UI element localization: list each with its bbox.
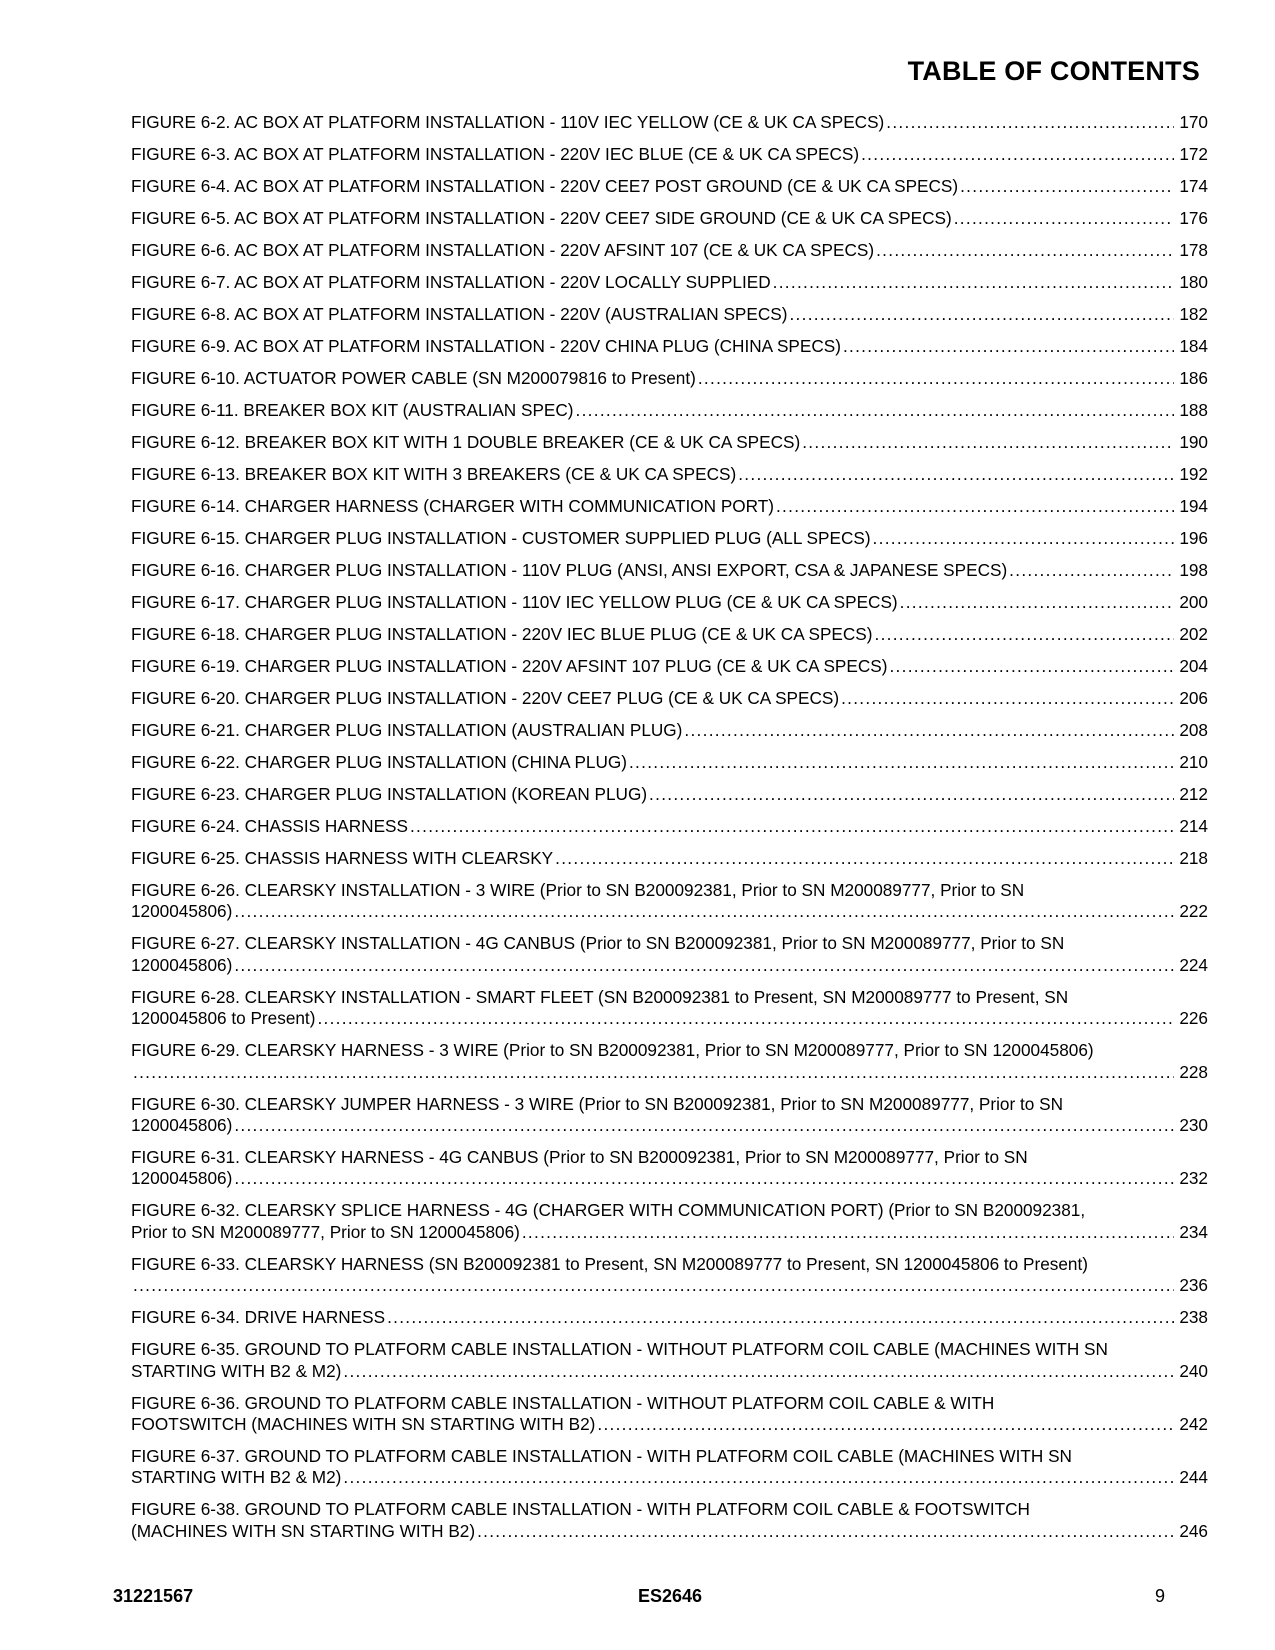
toc-entry[interactable]	[131, 464, 1208, 496]
dot-leader	[317, 1008, 1174, 1029]
toc-entry[interactable]	[131, 336, 1208, 368]
toc-entry-title-continued: STARTING WITH B2 & M2)	[131, 1360, 342, 1381]
toc-entry-title: FIGURE 6-12. BREAKER BOX KIT WITH 1 DOUBLE BREAKER (CE & UK CA SPECS)	[131, 432, 801, 452]
toc-entry[interactable]	[131, 1307, 1208, 1339]
toc-entry[interactable]	[131, 1147, 1208, 1200]
toc-page-number: 244	[1179, 1467, 1208, 1488]
toc-entry-title: FIGURE 6-38. GROUND TO PLATFORM CABLE INSTALLATION - WITH PLATFORM COIL CABLE & FOOTSWITCH	[131, 1499, 1030, 1520]
dot-leader	[886, 112, 1174, 133]
dot-leader	[698, 368, 1174, 389]
toc-page-number: 212	[1179, 784, 1208, 804]
toc-entry-title: FIGURE 6-2. AC BOX AT PLATFORM INSTALLATION - 110V IEC YELLOW (CE & UK CA SPECS)	[131, 112, 885, 132]
toc-entry[interactable]	[131, 304, 1208, 336]
toc-entry[interactable]	[131, 688, 1208, 720]
toc-entry-title: FIGURE 6-6. AC BOX AT PLATFORM INSTALLATION - 220V AFSINT 107 (CE & UK CA SPECS)	[131, 240, 875, 260]
footer-doc-number: 31221567	[113, 1586, 194, 1606]
toc-entry[interactable]	[131, 560, 1208, 592]
dot-leader	[234, 901, 1174, 922]
dot-leader	[477, 1521, 1174, 1542]
dot-leader	[387, 1307, 1174, 1328]
dot-leader	[1009, 560, 1174, 581]
dot-leader	[954, 208, 1175, 229]
toc-entry-title: FIGURE 6-7. AC BOX AT PLATFORM INSTALLATION - 220V LOCALLY SUPPLIED	[131, 272, 771, 292]
toc-entry-title-continued: 1200045806 to Present)	[131, 1008, 316, 1029]
dot-leader	[841, 688, 1174, 709]
toc-page-number: 204	[1179, 656, 1208, 676]
toc-page-number: 222	[1179, 901, 1208, 922]
dot-leader	[133, 1062, 1174, 1083]
toc-entry-title: FIGURE 6-16. CHARGER PLUG INSTALLATION - 110V PLUG (ANSI, ANSI EXPORT, CSA & JAPANESE SPECS)	[131, 560, 1008, 580]
toc-entry[interactable]	[131, 1446, 1208, 1499]
dot-leader	[133, 1275, 1174, 1296]
toc-entry-title: FIGURE 6-19. CHARGER PLUG INSTALLATION - 220V AFSINT 107 PLUG (CE & UK CA SPECS)	[131, 656, 888, 676]
toc-page-number: 184	[1179, 336, 1208, 356]
toc-entry[interactable]	[131, 1499, 1208, 1552]
toc-page-number: 194	[1179, 496, 1208, 516]
toc-entry-title: FIGURE 6-3. AC BOX AT PLATFORM INSTALLATION - 220V IEC BLUE (CE & UK CA SPECS)	[131, 144, 860, 164]
toc-entry[interactable]	[131, 624, 1208, 656]
toc-page-number: 224	[1179, 954, 1208, 975]
toc-page-number: 214	[1179, 816, 1208, 836]
toc-entry[interactable]	[131, 784, 1208, 816]
dot-leader	[555, 848, 1174, 869]
toc-entry-title: FIGURE 6-14. CHARGER HARNESS (CHARGER WITH COMMUNICATION PORT)	[131, 496, 774, 516]
toc-entry[interactable]	[131, 752, 1208, 784]
toc-entry[interactable]	[131, 656, 1208, 688]
toc-entry-title: FIGURE 6-21. CHARGER PLUG INSTALLATION (AUSTRALIAN PLUG)	[131, 720, 683, 740]
toc-entry[interactable]	[131, 1339, 1208, 1392]
dot-leader	[789, 304, 1174, 325]
toc-page-number: 202	[1179, 624, 1208, 644]
dot-leader	[900, 592, 1175, 613]
toc-entry-title-continued: 1200045806)	[131, 954, 233, 975]
toc-entry-title: FIGURE 6-20. CHARGER PLUG INSTALLATION - 220V CEE7 PLUG (CE & UK CA SPECS)	[131, 688, 840, 708]
toc-entry-title: FIGURE 6-33. CLEARSKY HARNESS (SN B200092381 to Present, SN M200089777 to Present, SN 1200045806 to Present)	[131, 1253, 1088, 1274]
toc-entry[interactable]	[131, 112, 1208, 144]
toc-entry[interactable]	[131, 528, 1208, 560]
dot-leader	[876, 240, 1174, 261]
toc-entry[interactable]	[131, 1040, 1208, 1093]
toc-page-number: 206	[1179, 688, 1208, 708]
dot-leader	[802, 432, 1174, 453]
toc-entry[interactable]	[131, 816, 1208, 848]
toc-entry-title: FIGURE 6-13. BREAKER BOX KIT WITH 3 BREAKERS (CE & UK CA SPECS)	[131, 464, 737, 484]
dot-leader	[776, 496, 1174, 517]
toc-entry[interactable]	[131, 592, 1208, 624]
toc-page-number: 170	[1179, 112, 1208, 132]
dot-leader	[684, 720, 1174, 741]
toc-page-number: 172	[1179, 144, 1208, 164]
dot-leader	[873, 528, 1175, 549]
toc-page-number: 190	[1179, 432, 1208, 452]
toc-page-number: 228	[1179, 1061, 1208, 1082]
toc-entry-title: FIGURE 6-32. CLEARSKY SPLICE HARNESS - 4G (CHARGER WITH COMMUNICATION PORT) (Prior to SN B200092381,	[131, 1200, 1086, 1221]
dot-leader	[343, 1467, 1174, 1488]
toc-entry-title: FIGURE 6-5. AC BOX AT PLATFORM INSTALLATION - 220V CEE7 SIDE GROUND (CE & UK CA SPECS)	[131, 208, 952, 228]
toc-entry-title: FIGURE 6-22. CHARGER PLUG INSTALLATION (CHINA PLUG)	[131, 752, 627, 772]
toc-entry-title: FIGURE 6-11. BREAKER BOX KIT (AUSTRALIAN SPEC)	[131, 400, 574, 420]
toc-entry[interactable]	[131, 368, 1208, 400]
toc-page-number: 200	[1179, 592, 1208, 612]
toc-entry-title: FIGURE 6-35. GROUND TO PLATFORM CABLE INSTALLATION - WITHOUT PLATFORM COIL CABLE (MACHINES WITH SN	[131, 1339, 1108, 1360]
toc-entry-title-continued: 1200045806)	[131, 901, 233, 922]
toc-page-number: 236	[1179, 1275, 1208, 1296]
toc-page-number: 226	[1179, 1008, 1208, 1029]
toc-page-number: 192	[1179, 464, 1208, 484]
toc-page-number: 208	[1179, 720, 1208, 740]
toc-entry-title: FIGURE 6-26. CLEARSKY INSTALLATION - 3 WIRE (Prior to SN B200092381, Prior to SN M200089777, Prior to SN	[131, 880, 1025, 900]
toc-entry-title-continued: 1200045806)	[131, 1168, 233, 1189]
toc-entry-title-continued: FOOTSWITCH (MACHINES WITH SN STARTING WITH B2)	[131, 1413, 596, 1434]
toc-page-number: 232	[1179, 1168, 1208, 1189]
toc-entry-title: FIGURE 6-23. CHARGER PLUG INSTALLATION (KOREAN PLUG)	[131, 784, 648, 804]
toc-entry[interactable]	[131, 400, 1208, 432]
dot-leader	[597, 1414, 1174, 1435]
toc-page-number: 186	[1179, 368, 1208, 388]
dot-leader	[576, 400, 1175, 421]
dot-leader	[861, 144, 1174, 165]
toc-page-number: 196	[1179, 528, 1208, 548]
toc-entry-title-continued: STARTING WITH B2 & M2)	[131, 1467, 342, 1488]
toc-page-number: 174	[1179, 176, 1208, 196]
dot-leader	[629, 752, 1174, 773]
toc-entry[interactable]	[131, 720, 1208, 752]
toc-page-number: 230	[1179, 1114, 1208, 1135]
dot-leader	[843, 336, 1174, 357]
toc-entry[interactable]	[131, 144, 1208, 176]
toc-entry[interactable]	[131, 933, 1208, 986]
toc-page-number: 218	[1179, 848, 1208, 868]
toc-entry-title: FIGURE 6-10. ACTUATOR POWER CABLE (SN M200079816 to Present)	[131, 368, 696, 388]
toc-entry-title: FIGURE 6-30. CLEARSKY JUMPER HARNESS - 3 WIRE (Prior to SN B200092381, Prior to SN M200089777, Prior to SN	[131, 1093, 1063, 1114]
dot-leader	[875, 624, 1175, 645]
toc-entry-title: FIGURE 6-27. CLEARSKY INSTALLATION - 4G CANBUS (Prior to SN B200092381, Prior to SN M200089777, Prior to SN	[131, 933, 1065, 954]
toc-entry[interactable]	[131, 1200, 1208, 1253]
dot-leader	[960, 176, 1174, 197]
dot-leader	[738, 464, 1174, 485]
dot-leader	[234, 1168, 1174, 1189]
toc-entry[interactable]	[131, 1094, 1208, 1147]
dot-leader	[234, 955, 1174, 976]
toc-entry[interactable]	[131, 208, 1208, 240]
toc-entry-title: FIGURE 6-17. CHARGER PLUG INSTALLATION - 110V IEC YELLOW PLUG (CE & UK CA SPECS)	[131, 592, 898, 612]
toc-page-number: 198	[1179, 560, 1208, 580]
toc-entry-title: FIGURE 6-25. CHASSIS HARNESS WITH CLEARSKY	[131, 848, 554, 868]
footer-page-number: 9	[1154, 1586, 1165, 1606]
dot-leader	[522, 1222, 1174, 1243]
toc-entry-title: FIGURE 6-34. DRIVE HARNESS	[131, 1307, 386, 1328]
toc-entry[interactable]	[131, 1254, 1208, 1307]
toc-page-number: 234	[1179, 1221, 1208, 1242]
toc-entry[interactable]	[131, 880, 1208, 933]
toc-entry-title: FIGURE 6-28. CLEARSKY INSTALLATION - SMART FLEET (SN B200092381 to Present, SN M200089777 to Present, SN	[131, 986, 1069, 1007]
toc-entry-title: FIGURE 6-9. AC BOX AT PLATFORM INSTALLATION - 220V CHINA PLUG (CHINA SPECS)	[131, 336, 841, 356]
toc-entry[interactable]	[131, 987, 1208, 1040]
toc-entry-title: FIGURE 6-8. AC BOX AT PLATFORM INSTALLATION - 220V (AUSTRALIAN SPECS)	[131, 304, 788, 324]
toc-entry-title: FIGURE 6-37. GROUND TO PLATFORM CABLE INSTALLATION - WITH PLATFORM COIL CABLE (MACHINES WITH SN	[131, 1445, 1072, 1466]
toc-page-number: 246	[1179, 1520, 1208, 1541]
toc-page-number: 178	[1179, 240, 1208, 260]
footer-model: ES2646	[638, 1586, 703, 1606]
dot-leader	[649, 784, 1174, 805]
dot-leader	[773, 272, 1175, 293]
toc-entry[interactable]	[131, 240, 1208, 272]
toc-entry-title: FIGURE 6-29. CLEARSKY HARNESS - 3 WIRE (Prior to SN B200092381, Prior to SN M200089777, Prior to SN 1200045806)	[131, 1040, 1094, 1061]
toc-page-number: 176	[1179, 208, 1208, 228]
toc-entry[interactable]	[131, 272, 1208, 304]
toc-page-number: 180	[1179, 272, 1208, 292]
toc-entry-title-continued: (MACHINES WITH SN STARTING WITH B2)	[131, 1520, 476, 1541]
toc-page-number: 240	[1179, 1360, 1208, 1381]
toc-entry[interactable]	[131, 848, 1208, 880]
toc-entry-title-continued: 1200045806)	[131, 1114, 233, 1135]
dot-leader	[234, 1115, 1174, 1136]
toc-page-number: 188	[1179, 400, 1208, 420]
dot-leader	[889, 656, 1174, 677]
toc-entry[interactable]	[131, 496, 1208, 528]
toc-entry-title: FIGURE 6-15. CHARGER PLUG INSTALLATION - CUSTOMER SUPPLIED PLUG (ALL SPECS)	[131, 528, 871, 548]
toc-entry[interactable]	[131, 1393, 1208, 1446]
dot-leader	[343, 1361, 1174, 1382]
toc-entry-title-continued: Prior to SN M200089777, Prior to SN 1200045806)	[131, 1221, 520, 1242]
toc-entry-title: FIGURE 6-36. GROUND TO PLATFORM CABLE INSTALLATION - WITHOUT PLATFORM COIL CABLE & WITH	[131, 1392, 995, 1413]
toc-entry-title: FIGURE 6-24. CHASSIS HARNESS	[131, 816, 408, 836]
toc-page-number: 210	[1179, 752, 1208, 772]
toc-entry-title: FIGURE 6-4. AC BOX AT PLATFORM INSTALLATION - 220V CEE7 POST GROUND (CE & UK CA SPECS)	[131, 176, 959, 196]
toc-entry-title: FIGURE 6-18. CHARGER PLUG INSTALLATION - 220V IEC BLUE PLUG (CE & UK CA SPECS)	[131, 624, 873, 644]
table-of-contents	[131, 112, 1208, 1553]
toc-page-number: 242	[1179, 1413, 1208, 1434]
toc-entry-title: FIGURE 6-31. CLEARSKY HARNESS - 4G CANBUS (Prior to SN B200092381, Prior to SN M200089777, Prior to SN	[131, 1146, 1028, 1167]
dot-leader	[410, 816, 1174, 837]
toc-entry[interactable]	[131, 432, 1208, 464]
toc-page-number: 182	[1179, 304, 1208, 324]
toc-entry[interactable]	[131, 176, 1208, 208]
toc-page-number: 238	[1179, 1307, 1208, 1328]
page-title: TABLE OF CONTENTS	[907, 56, 1200, 86]
